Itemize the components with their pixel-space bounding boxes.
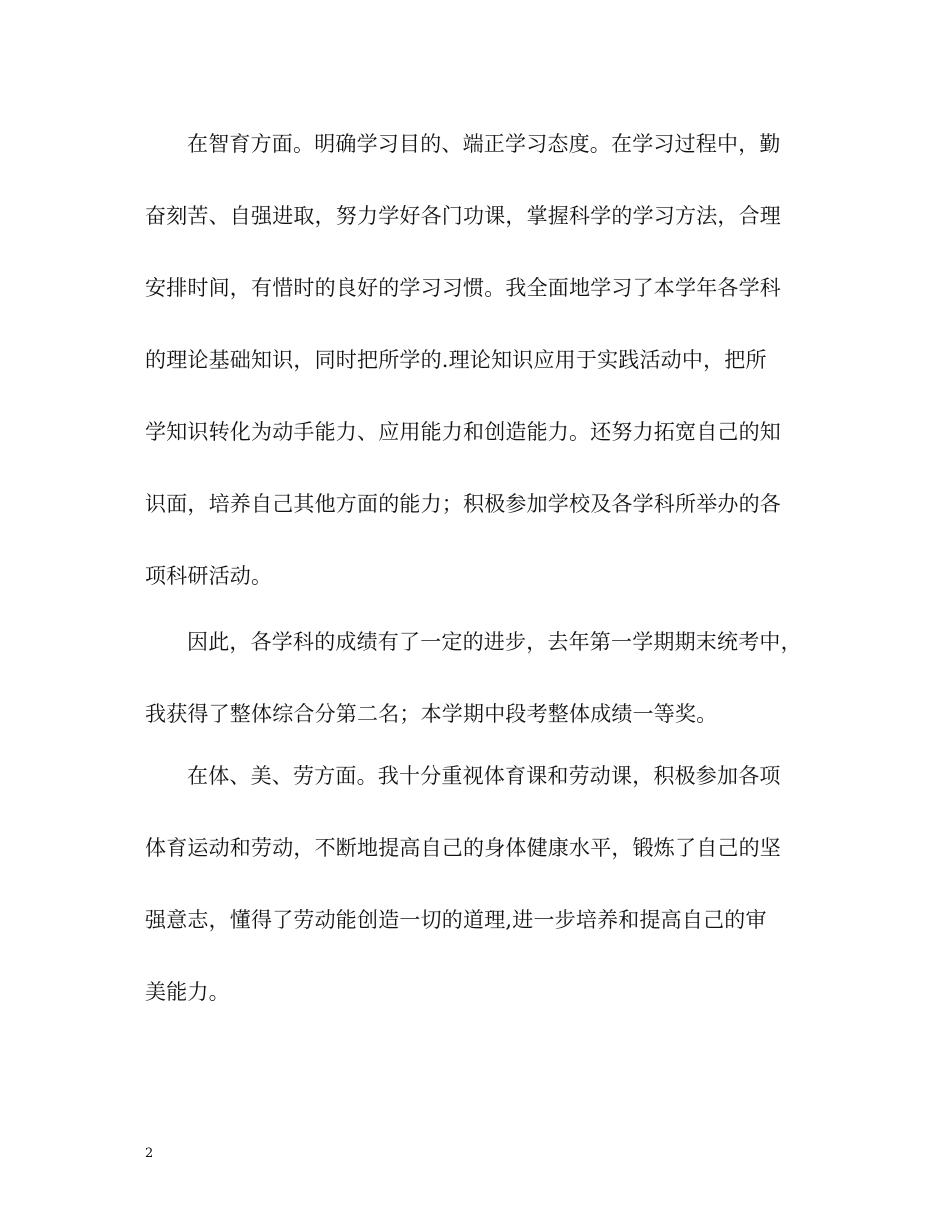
text-line: 安排时间，有惜时的良好的学习习惯。我全面地学习了本学年各学科 <box>145 276 781 300</box>
text-line: 我获得了整体综合分第二名；本学期中段考整体成绩一等奖。 <box>145 702 718 726</box>
text-line: 美能力。 <box>145 980 230 1004</box>
page-number: 2 <box>145 1146 154 1161</box>
text-line: 因此，各学科的成绩有了一定的进步，去年第一学期期末统考中， <box>187 630 802 654</box>
text-line: 项科研活动。 <box>145 564 273 588</box>
text-line: 强意志，懂得了劳动能创造一切的道理,进一步培养和提高自己的审 <box>145 908 767 932</box>
text-line: 识面，培养自己其他方面的能力；积极参加学校及各学科所举办的各 <box>145 492 781 516</box>
text-line: 的理论基础知识，同时把所学的.理论知识应用于实践活动中，把所 <box>145 348 767 372</box>
text-line: 体育运动和劳动，不断地提高自己的身体健康水平，锻炼了自己的坚 <box>145 836 781 860</box>
text-line: 奋刻苦、自强进取，努力学好各门功课，掌握科学的学习方法，合理 <box>145 204 781 228</box>
text-line: 学知识转化为动手能力、应用能力和创造能力。还努力拓宽自己的知 <box>145 420 781 444</box>
text-line: 在体、美、劳方面。我十分重视体育课和劳动课，积极参加各项 <box>187 764 781 788</box>
text-line: 在智育方面。明确学习目的、端正学习态度。在学习过程中，勤 <box>187 132 781 156</box>
